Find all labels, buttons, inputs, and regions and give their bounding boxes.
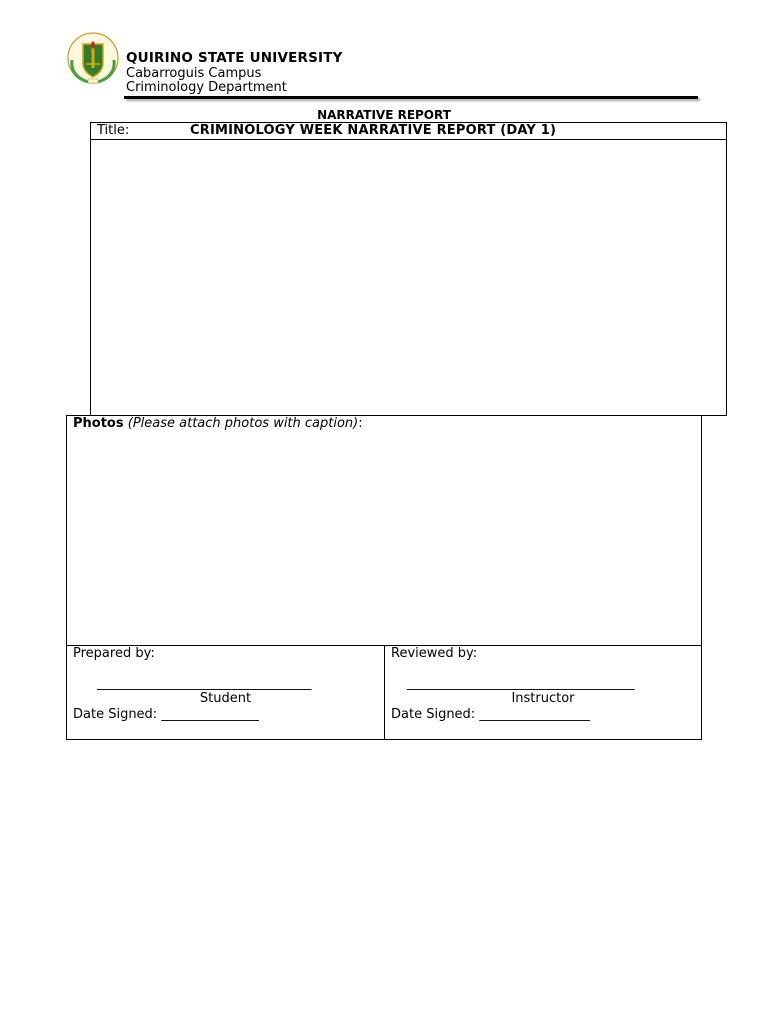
university-seal-logo — [66, 30, 120, 86]
photos-label — [73, 416, 363, 432]
student-date-label: Date Signed: — [73, 707, 162, 722]
photos-box — [66, 415, 702, 646]
instructor-date-signed — [391, 707, 590, 722]
photos-label-bold: Photos — [73, 416, 124, 431]
document-heading: NARRATIVE REPORT — [317, 108, 451, 122]
narrative-box — [90, 122, 727, 416]
signature-box — [66, 645, 702, 740]
prepared-by-label: Prepared by: — [73, 646, 155, 661]
instructor-signature-line[interactable]: ___________________________________ — [407, 676, 635, 691]
instructor-date-label: Date Signed: — [391, 707, 480, 722]
photos-attach-area[interactable] — [67, 434, 701, 644]
reviewed-by-label: Reviewed by: — [391, 646, 478, 661]
campus-name: Cabarroguis Campus — [126, 66, 262, 81]
department-name: Criminology Department — [126, 80, 287, 95]
instructor-date-line[interactable]: _________________ — [479, 707, 590, 722]
reviewed-by-cell — [385, 646, 701, 739]
title-label: Title: — [97, 123, 130, 138]
photos-label-colon: : — [358, 416, 363, 431]
photos-label-hint: (Please attach photos with caption) — [127, 416, 359, 431]
student-signature-line[interactable]: _________________________________ — [97, 676, 312, 691]
header-rule — [124, 96, 698, 99]
narrative-body-area[interactable] — [91, 140, 726, 415]
university-name: QUIRINO STATE UNIVERSITY — [126, 50, 343, 66]
student-date-line[interactable]: _______________ — [161, 707, 259, 722]
student-date-signed — [73, 707, 259, 722]
instructor-role-label: Instructor — [511, 691, 575, 706]
student-role-label: Student — [199, 691, 252, 706]
title-value: CRIMINOLOGY WEEK NARRATIVE REPORT (DAY 1) — [190, 123, 557, 138]
prepared-by-cell — [67, 646, 384, 739]
title-row — [91, 123, 726, 140]
